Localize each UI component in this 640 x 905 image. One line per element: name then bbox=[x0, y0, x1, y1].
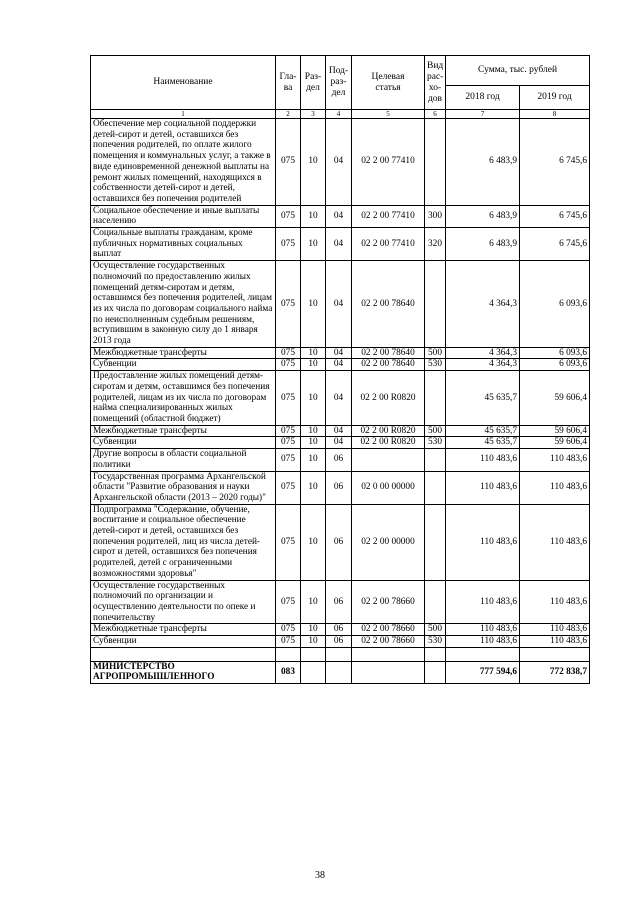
row-amount-2018-cell: 6 483,9 bbox=[446, 205, 520, 227]
row-name-cell: Обеспечение мер социальной поддержки детей-сирот и детей, оставшихся без попечения родителей, по оплате жилого помещения и коммунальных услуг, а также в виде единовременной денежной выплаты на ремонт жилых помещений, находящихся в собственности детей-сирот и детей, оставшихся без попечения родителей bbox=[91, 119, 276, 206]
row-glava-cell: 075 bbox=[276, 371, 301, 426]
row-name-cell: Другие вопросы в области социальной политики bbox=[91, 449, 276, 471]
row-expense-type-cell bbox=[425, 371, 446, 426]
row-target-article-cell: 02 2 00 77410 bbox=[352, 228, 425, 261]
row-expense-type-cell bbox=[425, 661, 446, 683]
table-row bbox=[91, 471, 590, 504]
row-amount-2018-cell: 6 483,9 bbox=[446, 228, 520, 261]
row-amount-2018-cell: 110 483,6 bbox=[446, 624, 520, 636]
row-name-cell: Осуществление государственных полномочий по предоставлению жилых помещений детям-сиротам и детям, оставшимся без попечения родителей, лицам из их числа по договорам социального найма по неисполненным судебным решениям, вступившим в законную силу до 1 января 2013 года bbox=[91, 261, 276, 348]
row-razdel-cell: 10 bbox=[301, 449, 326, 471]
row-razdel-cell: 10 bbox=[301, 359, 326, 371]
row-amount-2018-cell: 110 483,6 bbox=[446, 449, 520, 471]
row-target-article-cell: 02 2 00 R0820 bbox=[352, 437, 425, 449]
row-razdel-cell: 10 bbox=[301, 624, 326, 636]
column-number: 6 bbox=[425, 110, 446, 119]
row-target-article-cell: 02 2 00 78640 bbox=[352, 261, 425, 348]
row-target-article-cell: 02 2 00 R0820 bbox=[352, 371, 425, 426]
row-name-cell: Социальное обеспечение и иные выплаты населению bbox=[91, 205, 276, 227]
row-podrazdel-cell: 04 bbox=[326, 228, 352, 261]
row-podrazdel-cell: 06 bbox=[326, 636, 352, 648]
row-podrazdel-cell: 06 bbox=[326, 580, 352, 624]
row-target-article-cell: 02 2 00 R0820 bbox=[352, 425, 425, 437]
row-target-article-cell: 02 2 00 78660 bbox=[352, 636, 425, 648]
row-glava-cell: 075 bbox=[276, 471, 301, 504]
table-row bbox=[91, 347, 590, 359]
row-razdel-cell: 10 bbox=[301, 471, 326, 504]
row-glava-cell: 075 bbox=[276, 228, 301, 261]
table-row bbox=[91, 661, 590, 683]
header-glava: Гла- ва bbox=[276, 56, 301, 110]
row-glava-cell: 083 bbox=[276, 661, 301, 683]
column-number: 7 bbox=[446, 110, 520, 119]
row-amount-2019-cell: 110 483,6 bbox=[520, 636, 590, 648]
row-glava-cell: 075 bbox=[276, 119, 301, 206]
row-expense-type-cell: 530 bbox=[425, 437, 446, 449]
row-target-article-cell bbox=[352, 661, 425, 683]
column-number: 8 bbox=[520, 110, 590, 119]
row-podrazdel-cell: 06 bbox=[326, 504, 352, 580]
row-glava-cell: 075 bbox=[276, 580, 301, 624]
row-amount-2019-cell: 110 483,6 bbox=[520, 504, 590, 580]
row-glava-cell: 075 bbox=[276, 261, 301, 348]
row-podrazdel-cell: 04 bbox=[326, 437, 352, 449]
row-name-cell: Предоставление жилых помещений детям-сиротам и детям, оставшимся без попечения родителей, лицам из их числа по договорам найма специализированных жилых помещений (областной бюджет) bbox=[91, 371, 276, 426]
table-row bbox=[91, 261, 590, 348]
column-number: 3 bbox=[301, 110, 326, 119]
row-amount-2018-cell: 4 364,3 bbox=[446, 359, 520, 371]
row-target-article-cell: 02 2 00 78660 bbox=[352, 580, 425, 624]
row-expense-type-cell: 530 bbox=[425, 636, 446, 648]
header-expense-type: Вид рас- хо- дов bbox=[425, 56, 446, 110]
row-amount-2019-cell: 59 606,4 bbox=[520, 425, 590, 437]
row-expense-type-cell bbox=[425, 449, 446, 471]
table-header bbox=[91, 56, 590, 119]
header-sum: Сумма, тыс. рублей bbox=[446, 56, 590, 86]
row-amount-2018-cell: 4 364,3 bbox=[446, 261, 520, 348]
row-podrazdel-cell: 06 bbox=[326, 449, 352, 471]
row-razdel-cell: 10 bbox=[301, 371, 326, 426]
row-amount-2018-cell: 45 635,7 bbox=[446, 371, 520, 426]
row-amount-2019-cell: 110 483,6 bbox=[520, 449, 590, 471]
table-body bbox=[91, 119, 590, 684]
row-expense-type-cell bbox=[425, 261, 446, 348]
header-podrazdel: Под- раз- дел bbox=[326, 56, 352, 110]
row-name-cell: Межбюджетные трансферты bbox=[91, 347, 276, 359]
row-amount-2018-cell: 110 483,6 bbox=[446, 580, 520, 624]
header-name: Наименование bbox=[91, 56, 276, 110]
row-amount-2018-cell: 777 594,6 bbox=[446, 661, 520, 683]
row-razdel-cell: 10 bbox=[301, 347, 326, 359]
table-row bbox=[91, 504, 590, 580]
row-amount-2018-cell: 110 483,6 bbox=[446, 636, 520, 648]
row-expense-type-cell bbox=[425, 504, 446, 580]
row-name-cell: Межбюджетные трансферты bbox=[91, 425, 276, 437]
row-razdel-cell: 10 bbox=[301, 261, 326, 348]
row-amount-2019-cell: 110 483,6 bbox=[520, 624, 590, 636]
header-target-article: Целевая статья bbox=[352, 56, 425, 110]
blank-cell bbox=[326, 647, 352, 661]
row-razdel-cell: 10 bbox=[301, 228, 326, 261]
header-year-2018: 2018 год bbox=[446, 86, 520, 110]
row-expense-type-cell bbox=[425, 119, 446, 206]
row-podrazdel-cell: 04 bbox=[326, 371, 352, 426]
row-podrazdel-cell: 04 bbox=[326, 119, 352, 206]
blank-cell bbox=[425, 647, 446, 661]
column-number: 4 bbox=[326, 110, 352, 119]
row-name-cell: Субвенции bbox=[91, 359, 276, 371]
column-number-row bbox=[91, 110, 590, 119]
table-row bbox=[91, 449, 590, 471]
table-row bbox=[91, 119, 590, 206]
row-amount-2018-cell: 110 483,6 bbox=[446, 504, 520, 580]
table-row bbox=[91, 580, 590, 624]
row-expense-type-cell: 500 bbox=[425, 347, 446, 359]
row-razdel-cell: 10 bbox=[301, 504, 326, 580]
row-expense-type-cell: 500 bbox=[425, 425, 446, 437]
blank-cell bbox=[520, 647, 590, 661]
column-number: 5 bbox=[352, 110, 425, 119]
row-podrazdel-cell bbox=[326, 661, 352, 683]
table-row bbox=[91, 636, 590, 648]
row-name-cell: Осуществление государственных полномочий по организации и осуществлению деятельности по опеке и попечительству bbox=[91, 580, 276, 624]
row-podrazdel-cell: 04 bbox=[326, 205, 352, 227]
row-expense-type-cell: 320 bbox=[425, 228, 446, 261]
row-razdel-cell bbox=[301, 661, 326, 683]
row-razdel-cell: 10 bbox=[301, 425, 326, 437]
row-razdel-cell: 10 bbox=[301, 437, 326, 449]
blank-cell bbox=[352, 647, 425, 661]
row-glava-cell: 075 bbox=[276, 347, 301, 359]
row-podrazdel-cell: 04 bbox=[326, 425, 352, 437]
row-target-article-cell: 02 2 00 78640 bbox=[352, 347, 425, 359]
table-row bbox=[91, 624, 590, 636]
row-target-article-cell: 02 2 00 78640 bbox=[352, 359, 425, 371]
blank-row bbox=[91, 647, 590, 661]
row-podrazdel-cell: 04 bbox=[326, 261, 352, 348]
row-amount-2018-cell: 45 635,7 bbox=[446, 425, 520, 437]
table-row bbox=[91, 228, 590, 261]
row-name-cell: Межбюджетные трансферты bbox=[91, 624, 276, 636]
blank-cell bbox=[446, 647, 520, 661]
row-amount-2018-cell: 4 364,3 bbox=[446, 347, 520, 359]
row-amount-2018-cell: 110 483,6 bbox=[446, 471, 520, 504]
row-glava-cell: 075 bbox=[276, 437, 301, 449]
column-number: 1 bbox=[91, 110, 276, 119]
row-target-article-cell: 02 2 00 77410 bbox=[352, 205, 425, 227]
table-row bbox=[91, 437, 590, 449]
row-glava-cell: 075 bbox=[276, 359, 301, 371]
blank-cell bbox=[276, 647, 301, 661]
row-target-article-cell: 02 0 00 00000 bbox=[352, 471, 425, 504]
row-target-article-cell: 02 2 00 78660 bbox=[352, 624, 425, 636]
row-amount-2019-cell: 772 838,7 bbox=[520, 661, 590, 683]
row-target-article-cell: 02 2 00 00000 bbox=[352, 504, 425, 580]
row-glava-cell: 075 bbox=[276, 504, 301, 580]
table-row bbox=[91, 371, 590, 426]
row-glava-cell: 075 bbox=[276, 636, 301, 648]
row-amount-2019-cell: 6 745,6 bbox=[520, 119, 590, 206]
page-number: 38 bbox=[315, 870, 325, 881]
row-amount-2019-cell: 6 093,6 bbox=[520, 261, 590, 348]
row-razdel-cell: 10 bbox=[301, 636, 326, 648]
row-amount-2019-cell: 6 745,6 bbox=[520, 205, 590, 227]
row-target-article-cell: 02 2 00 77410 bbox=[352, 119, 425, 206]
row-razdel-cell: 10 bbox=[301, 119, 326, 206]
budget-table bbox=[90, 55, 590, 684]
row-expense-type-cell: 500 bbox=[425, 624, 446, 636]
header-razdel: Раз- дел bbox=[301, 56, 326, 110]
row-name-cell: Подпрограмма "Содержание, обучение, воспитание и социальное обеспечение детей-сирот и детей, оставшихся без попечения родителей, лиц из числа детей-сирот и детей, оставшихся без попечения родителей, детей с ограниченными возможностями здоровья" bbox=[91, 504, 276, 580]
row-glava-cell: 075 bbox=[276, 624, 301, 636]
row-amount-2019-cell: 6 745,6 bbox=[520, 228, 590, 261]
row-name-cell: МИНИСТЕРСТВО АГРОПРОМЫШЛЕННОГО bbox=[91, 661, 276, 683]
table-row bbox=[91, 359, 590, 371]
row-podrazdel-cell: 04 bbox=[326, 347, 352, 359]
row-razdel-cell: 10 bbox=[301, 580, 326, 624]
row-glava-cell: 075 bbox=[276, 449, 301, 471]
blank-cell bbox=[91, 647, 276, 661]
row-podrazdel-cell: 06 bbox=[326, 471, 352, 504]
row-podrazdel-cell: 04 bbox=[326, 359, 352, 371]
row-amount-2018-cell: 6 483,9 bbox=[446, 119, 520, 206]
row-name-cell: Субвенции bbox=[91, 437, 276, 449]
row-amount-2019-cell: 110 483,6 bbox=[520, 580, 590, 624]
row-razdel-cell: 10 bbox=[301, 205, 326, 227]
row-amount-2018-cell: 45 635,7 bbox=[446, 437, 520, 449]
row-amount-2019-cell: 6 093,6 bbox=[520, 347, 590, 359]
table-row bbox=[91, 205, 590, 227]
column-number: 2 bbox=[276, 110, 301, 119]
table-row bbox=[91, 425, 590, 437]
row-target-article-cell bbox=[352, 449, 425, 471]
blank-cell bbox=[301, 647, 326, 661]
row-name-cell: Социальные выплаты гражданам, кроме публичных нормативных социальных выплат bbox=[91, 228, 276, 261]
row-name-cell: Государственная программа Архангельской области "Развитие образования и науки Архангельской области (2013 – 2020 годы)" bbox=[91, 471, 276, 504]
row-glava-cell: 075 bbox=[276, 425, 301, 437]
row-podrazdel-cell: 06 bbox=[326, 624, 352, 636]
row-glava-cell: 075 bbox=[276, 205, 301, 227]
row-expense-type-cell: 530 bbox=[425, 359, 446, 371]
row-expense-type-cell bbox=[425, 471, 446, 504]
row-amount-2019-cell: 6 093,6 bbox=[520, 359, 590, 371]
row-amount-2019-cell: 59 606,4 bbox=[520, 437, 590, 449]
row-expense-type-cell: 300 bbox=[425, 205, 446, 227]
row-amount-2019-cell: 59 606,4 bbox=[520, 371, 590, 426]
row-amount-2019-cell: 110 483,6 bbox=[520, 471, 590, 504]
row-expense-type-cell bbox=[425, 580, 446, 624]
row-name-cell: Субвенции bbox=[91, 636, 276, 648]
header-year-2019: 2019 год bbox=[520, 86, 590, 110]
